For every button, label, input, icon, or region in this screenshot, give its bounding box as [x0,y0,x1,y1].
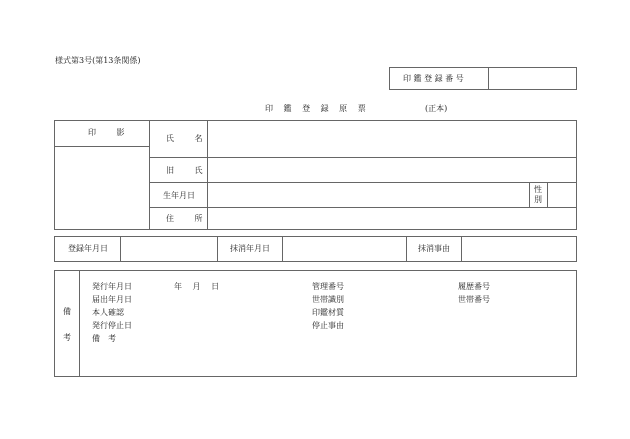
remarks-table [54,270,577,377]
remarks-household-number: 世帯番号 [458,295,490,304]
birth-date-field[interactable] [208,183,528,207]
remarks-suspension-reason: 停止事由 [312,321,344,330]
remarks-notes: 備 考 [92,334,116,343]
birth-date-label: 生年月日 [163,191,195,200]
dates-divider-2 [217,237,218,261]
cancel-reason-label: 抹消事由 [418,244,450,253]
registered-date-label: 登録年月日 [68,244,108,253]
remarks-date-placeholder: 年 月 日 [174,282,220,291]
gender-field[interactable] [548,183,577,207]
cancelled-date-field[interactable] [283,237,406,261]
remarks-side-label-1: 備 [63,307,71,316]
name-label: 氏 名 [166,134,212,143]
remarks-identity-check: 本人確認 [92,308,124,317]
remarks-household-id: 世帯識別 [312,295,344,304]
address-label: 住 所 [166,214,212,223]
seal-column-divider [149,121,150,229]
former-name-field[interactable] [208,158,577,182]
seal-impression-label: 印 影 [88,128,134,137]
seal-impression-area [55,147,149,229]
remarks-management-number: 管理番号 [312,282,344,291]
dates-table [54,236,577,262]
gender-label-2: 別 [534,195,542,204]
remarks-suspension-date: 発行停止日 [92,321,132,330]
cancelled-date-label: 抹消年月日 [230,244,270,253]
former-name-label: 旧 氏 [166,166,212,175]
form-title: 印 鑑 登 録 原 票 [265,104,370,113]
remarks-filing-date: 届出年月日 [92,295,132,304]
registration-number-box [389,67,577,90]
gender-label-1: 性 [534,185,542,194]
copy-type: (正本) [425,104,448,113]
cancel-reason-field[interactable] [462,237,576,261]
registrant-table [54,120,577,230]
registration-number-label: 印 鑑 登 録 番 号 [403,74,464,83]
registration-number-divider [488,68,489,89]
form-label: 様式第3号(第13条関係) [55,56,141,65]
remarks-divider [79,271,80,376]
remarks-side-label-2: 考 [63,333,71,342]
remarks-seal-material: 印鑑材質 [312,308,344,317]
registered-date-field[interactable] [121,237,217,261]
remarks-issue-date: 発行年月日 [92,282,132,291]
address-field[interactable] [208,208,577,229]
name-field[interactable] [208,121,577,157]
remarks-history-number: 履歴番号 [458,282,490,291]
dates-divider-4 [406,237,407,261]
gender-divider-left [529,182,530,207]
